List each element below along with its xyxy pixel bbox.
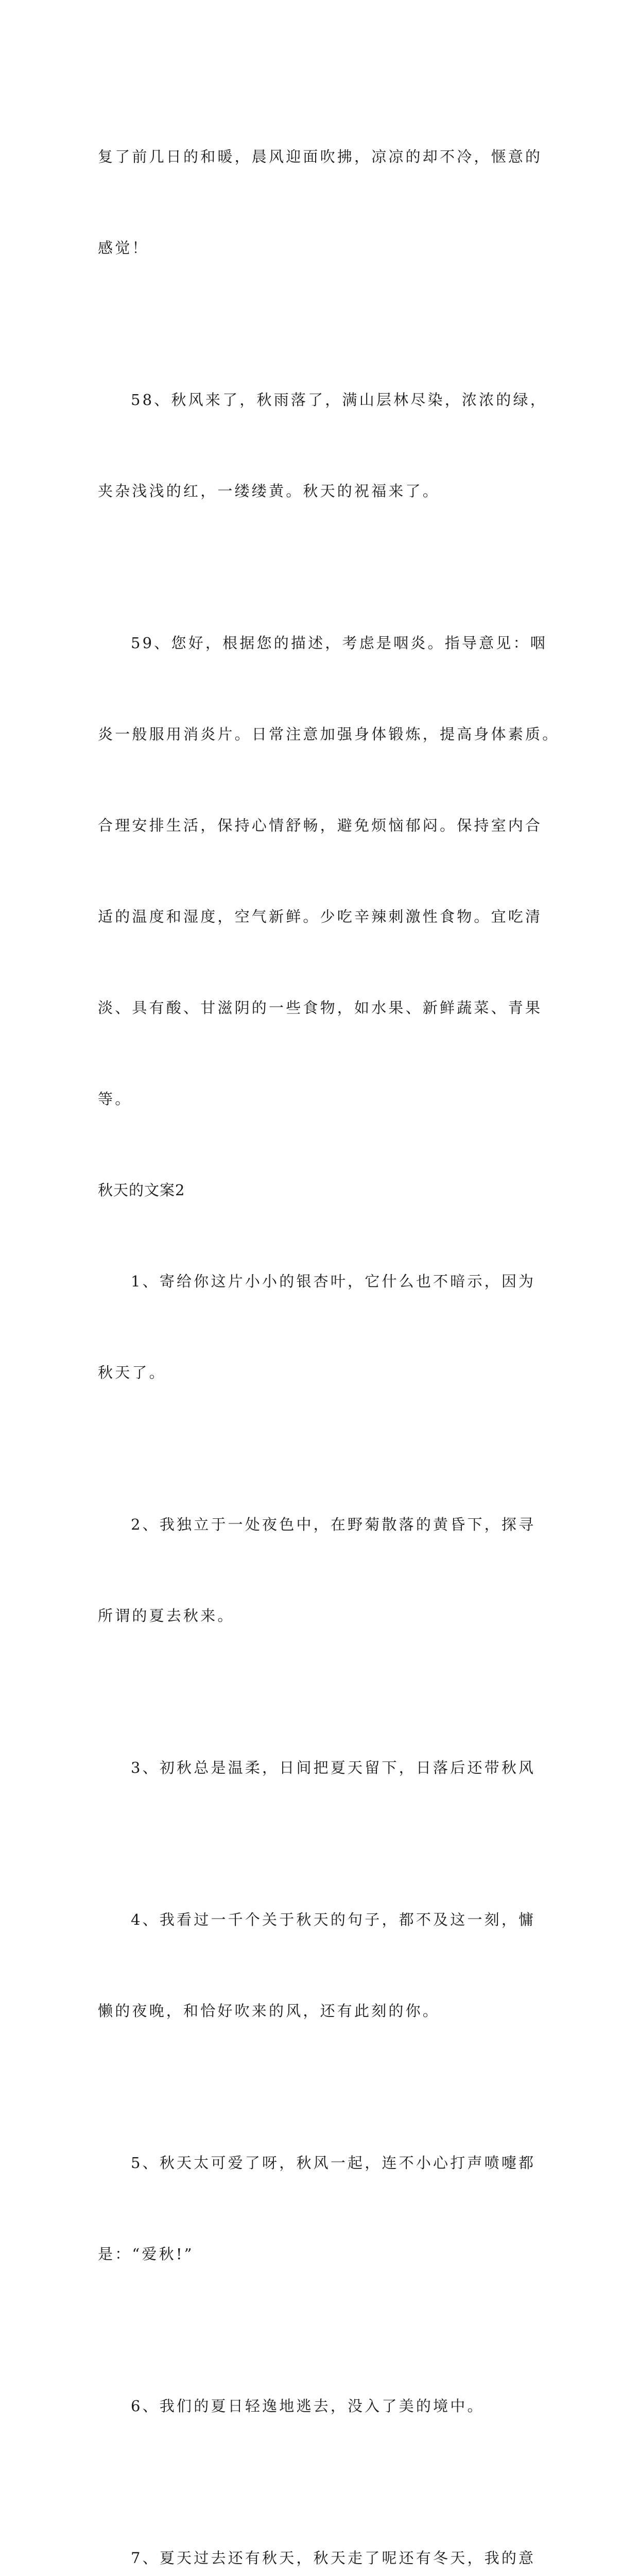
text-line: 7、夏天过去还有秋天，秋天走了呢还有冬天，我的意 [131,2549,536,2567]
text-line: 2、我独立于一处夜色中，在野菊散落的黄昏下，探寻 [131,1516,536,1533]
text-line: 是：“爱秋!” [98,2245,194,2263]
text-line: 复了前几日的和暖，晨风迎面吹拂，凉凉的却不冷，惬意的 [98,148,543,165]
text-line: 5、秋天太可爱了呀，秋风一起，连不小心打声喷嚏都 [131,2154,536,2172]
section-heading [98,1175,541,1206]
text-line: 合理安排生活，保持心情舒畅，避免烦恼郁闷。保持室内合 [98,817,543,834]
text-line: 感觉！ [98,239,149,257]
list-item-7 [98,2482,541,2576]
list-item-2 [98,1449,541,1692]
list-item-6 [98,2330,541,2482]
text-line: 适的温度和湿度，空气新鲜。少吃辛辣刺激性食物。宜吃清 [98,908,543,925]
paragraph-continuation [98,81,541,324]
text-line: 炎一般服用消炎片。日常注意加强身体锻炼，提高身体素质。 [98,725,560,743]
list-item-3 [98,1692,541,1844]
list-item-1 [98,1206,541,1449]
text-line: 秋天了。 [98,1364,166,1381]
text-line: 1、寄给你这片小小的银杏叶，它什么也不暗示，因为 [131,1273,536,1290]
text-line: 懒的夜晚，和恰好吹来的风，还有此刻的你。 [98,2002,440,2020]
text-line: 58、秋风来了，秋雨落了，满山层林尽染，浓浓的绿， [131,391,547,409]
text-line: 3、初秋总是温柔，日间把夏天留下，日落后还带秋风 [131,1759,536,1776]
list-item-59 [98,567,560,1175]
text-line: 所谓的夏去秋来。 [98,1607,235,1624]
text-line: 4、我看过一千个关于秋天的句子，都不及这一刻，慵 [131,1911,536,1928]
text-line: 6、我们的夏日轻逸地逃去，没入了美的境中。 [131,2397,485,2415]
text-line: 淡、具有酸、甘滋阴的一些食物，如水果、新鲜蔬菜、青果 [98,999,543,1016]
list-item-5 [98,2087,541,2330]
section-heading-text: 秋天的文案2 [98,1181,185,1199]
text-line: 59、您好，根据您的描述，考虑是咽炎。指导意见：咽 [131,634,547,652]
list-item-58 [98,324,547,567]
text-line: 等。 [98,1090,132,1108]
document-body [98,81,560,2576]
text-line: 夹杂浅浅的红，一缕缕黄。秋天的祝福来了。 [98,482,440,500]
list-item-4 [98,1844,541,2087]
